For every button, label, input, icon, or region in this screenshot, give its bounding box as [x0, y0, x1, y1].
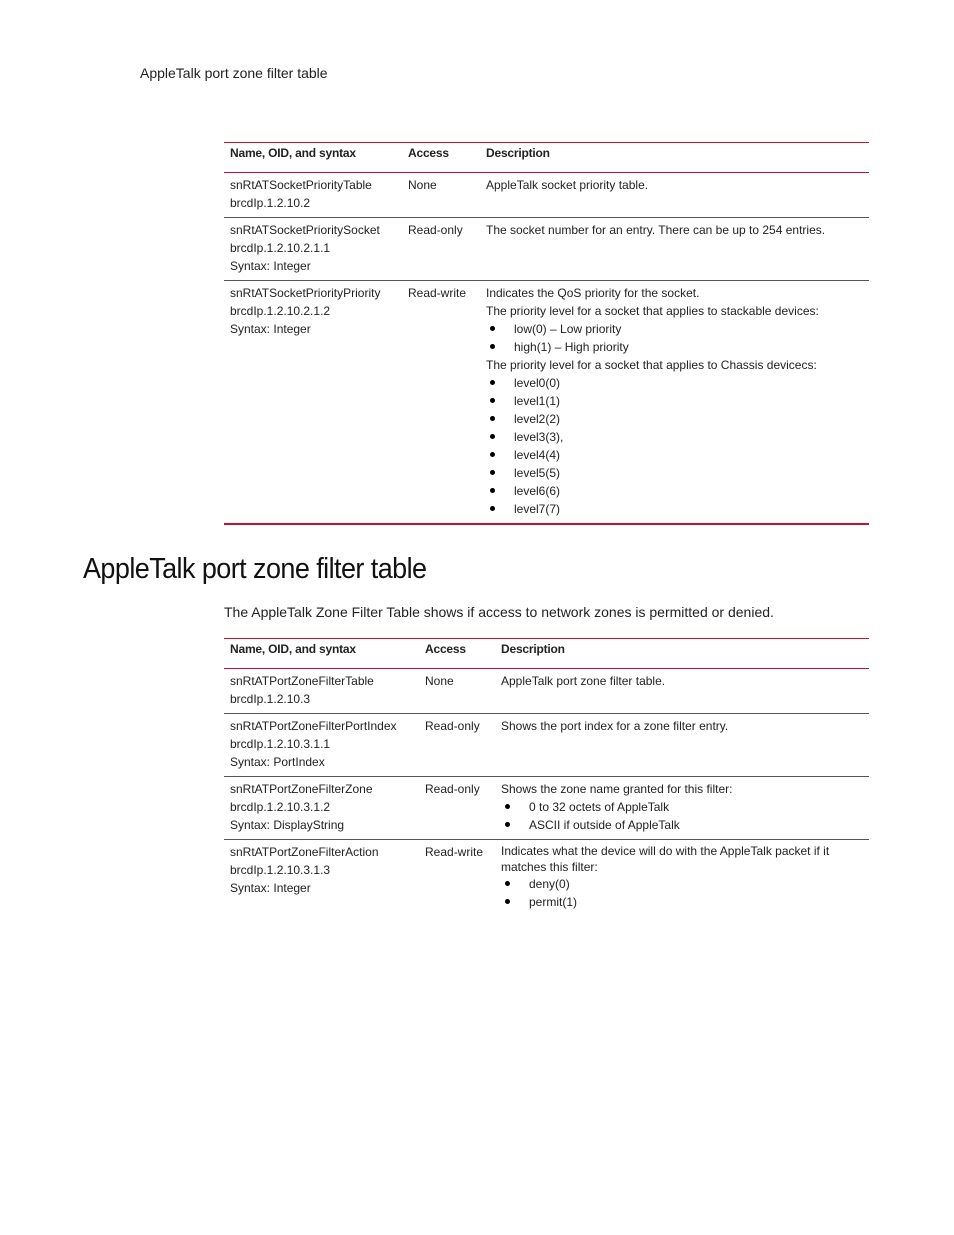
description-cell [480, 281, 869, 525]
list-item [486, 500, 863, 518]
bullet-icon [505, 822, 510, 827]
object-name: snRtATPortZoneFilterZone [230, 782, 373, 796]
description-text: Indicates what the device will do with the AppleTalk packet if it matches this filter: [501, 844, 830, 874]
bullet-icon [505, 881, 510, 886]
description-cell: The socket number for an entry. There can be up to 254 entries. [480, 218, 869, 281]
list-item-text: low(0) – Low priority [514, 322, 622, 336]
description-text: Shows the zone name granted for this filter: [501, 782, 733, 796]
list-item [486, 392, 863, 410]
access-cell: None [419, 669, 495, 714]
list-item [486, 374, 863, 392]
column-header-description: Description [495, 639, 869, 669]
object-name: snRtATPortZoneFilterPortIndex [230, 719, 397, 733]
bullet-list [486, 374, 863, 518]
list-item-text: level1(1) [514, 394, 561, 408]
description-cell: Shows the port index for a zone filter entry. [495, 714, 869, 777]
description-cell: AppleTalk port zone filter table. [495, 669, 869, 714]
table-row [224, 669, 869, 714]
bullet-icon [490, 326, 495, 331]
list-item [501, 893, 863, 911]
column-header-access: Access [402, 143, 480, 173]
column-header-name: Name, OID, and syntax [224, 639, 419, 669]
object-syntax: Syntax: Integer [230, 881, 311, 895]
object-syntax: Syntax: Integer [230, 259, 311, 273]
object-name: snRtATSocketPriorityPriority [230, 286, 381, 300]
object-name: snRtATPortZoneFilterTable [230, 674, 374, 688]
access-cell: None [402, 173, 480, 218]
object-oid: brcdIp.1.2.10.2.1.2 [230, 304, 331, 318]
list-item-text: level5(5) [514, 466, 561, 480]
list-item-text: 0 to 32 octets of AppleTalk [529, 800, 670, 814]
section-intro: The AppleTalk Zone Filter Table shows if access to network zones is permitted or denied. [224, 604, 774, 620]
table-row [224, 714, 869, 777]
access-cell: Read-write [402, 281, 480, 525]
list-item [486, 482, 863, 500]
table-header-row [224, 143, 869, 173]
object-syntax: Syntax: DisplayString [230, 818, 345, 832]
bullet-list [501, 875, 863, 911]
table-row [224, 281, 869, 525]
list-item-text: level2(2) [514, 412, 561, 426]
name-cell [224, 218, 402, 281]
object-oid: brcdIp.1.2.10.3.1.3 [230, 863, 331, 877]
bullet-icon [490, 344, 495, 349]
description-cell [495, 840, 869, 917]
description-text: The priority level for a socket that applies to Chassis devicecs: [486, 358, 817, 372]
bullet-icon [490, 506, 495, 511]
bullet-icon [490, 398, 495, 403]
column-header-access: Access [419, 639, 495, 669]
table-row [224, 777, 869, 840]
table-row [224, 218, 869, 281]
bullet-icon [490, 452, 495, 457]
list-item [486, 410, 863, 428]
access-cell: Read-only [419, 777, 495, 840]
object-oid: brcdIp.1.2.10.3.1.2 [230, 800, 331, 814]
description-cell [495, 777, 869, 840]
table-row [224, 840, 869, 917]
object-oid: brcdIp.1.2.10.2.1.1 [230, 241, 331, 255]
object-syntax: Syntax: PortIndex [230, 755, 325, 769]
name-cell [224, 669, 419, 714]
bullet-icon [505, 804, 510, 809]
description-text: Indicates the QoS priority for the socket. [486, 286, 700, 300]
column-header-name: Name, OID, and syntax [224, 143, 402, 173]
bullet-icon [490, 416, 495, 421]
table-header-row [224, 639, 869, 669]
object-name: snRtATSocketPrioritySocket [230, 223, 380, 237]
name-cell [224, 173, 402, 218]
object-name: snRtATPortZoneFilterAction [230, 845, 379, 859]
section-title: AppleTalk port zone filter table [83, 553, 427, 585]
list-item [486, 446, 863, 464]
access-cell: Read-only [402, 218, 480, 281]
list-item [501, 816, 863, 834]
description-text: The priority level for a socket that applies to stackable devices: [486, 304, 819, 318]
port-zone-filter-table [224, 638, 869, 916]
bullet-icon [490, 434, 495, 439]
access-cell: Read-only [419, 714, 495, 777]
bullet-icon [490, 488, 495, 493]
list-item-text: permit(1) [529, 895, 578, 909]
bullet-icon [505, 899, 510, 904]
list-item-text: ASCII if outside of AppleTalk [529, 818, 680, 832]
list-item [486, 320, 863, 338]
bullet-list [501, 798, 863, 834]
list-item [486, 428, 863, 446]
list-item-text: level4(4) [514, 448, 561, 462]
object-oid: brcdIp.1.2.10.3.1.1 [230, 737, 331, 751]
object-name: snRtATSocketPriorityTable [230, 178, 372, 192]
object-syntax: Syntax: Integer [230, 322, 311, 336]
list-item-text: deny(0) [529, 877, 570, 891]
running-header: AppleTalk port zone filter table [140, 65, 328, 81]
socket-priority-table [224, 142, 869, 525]
name-cell [224, 281, 402, 525]
list-item [486, 338, 863, 356]
name-cell [224, 840, 419, 917]
column-header-description: Description [480, 143, 869, 173]
list-item [486, 464, 863, 482]
list-item [501, 798, 863, 816]
list-item [501, 875, 863, 893]
bullet-list [486, 320, 863, 356]
name-cell [224, 777, 419, 840]
table-row [224, 173, 869, 218]
name-cell [224, 714, 419, 777]
bullet-icon [490, 380, 495, 385]
list-item-text: high(1) – High priority [514, 340, 629, 354]
list-item-text: level7(7) [514, 502, 561, 516]
description-cell: AppleTalk socket priority table. [480, 173, 869, 218]
object-oid: brcdIp.1.2.10.3 [230, 692, 311, 706]
object-oid: brcdIp.1.2.10.2 [230, 196, 311, 210]
bullet-icon [490, 470, 495, 475]
list-item-text: level0(0) [514, 376, 561, 390]
access-cell: Read-write [425, 845, 484, 859]
list-item-text: level6(6) [514, 484, 561, 498]
list-item-text: level3(3), [514, 430, 564, 444]
